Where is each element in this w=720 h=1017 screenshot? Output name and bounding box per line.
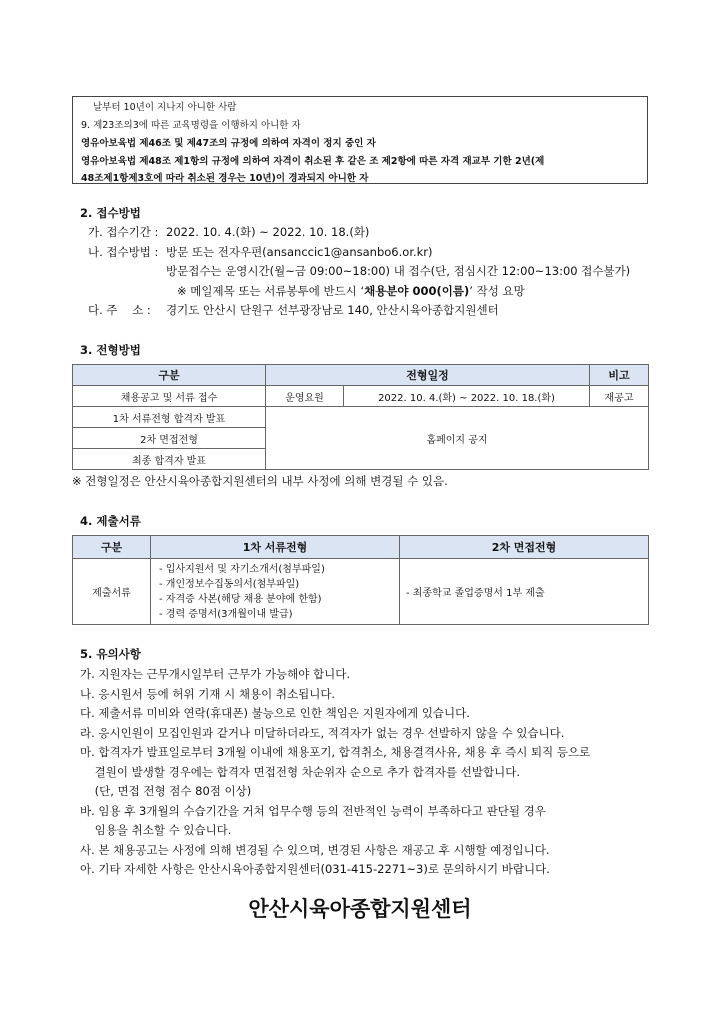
row-label-cell: 제출서류	[73, 559, 151, 625]
eligibility-line: 영유아보육법 제48조 제1항의 규정에 의하여 자격이 취소된 후 같은 조 제2항에 따른 자격 재교부 기한 2년(제	[81, 156, 545, 167]
eligibility-line: 9. 제23조의3에 따른 교육명령을 이행하지 아니한 자	[81, 120, 301, 131]
eligibility-line: 영유아보육법 제46조 및 제47조의 규정에 의하여 자격이 정지 중인 자	[81, 138, 376, 149]
organization-name: 안산시육아종합지원센터	[248, 897, 472, 921]
second-stage-docs: - 최종학교 졸업증명서 1부 제출	[400, 559, 649, 625]
note-line: 결원이 발생할 경우에는 합격자 면접전형 차순위자 순으로 추가 합격자를 선발합니다.	[80, 765, 520, 779]
note-line: (단, 면접 전형 점수 80점 이상)	[80, 784, 252, 798]
doc-item: - 개인정보수집동의서(첨부파일)	[159, 578, 300, 590]
mail-note-suffix: ’ 작성 요망	[469, 284, 525, 298]
address-label: 다. 주 소 :	[88, 303, 151, 317]
header-schedule: 전형일정	[266, 365, 590, 386]
note-line: 나. 응시원서 등에 허위 기재 시 채용이 취소됩니다.	[80, 687, 336, 701]
stage-cell: 최종 합격자 발표	[73, 449, 266, 470]
header-first-stage: 1차 서류전형	[151, 536, 400, 559]
schedule-cell: 2022. 10. 4.(화) ~ 2022. 10. 18.(화)	[344, 386, 590, 407]
eligibility-line: 날부터 10년이 지나지 아니한 사람	[93, 102, 237, 113]
selection-table	[72, 364, 649, 470]
note-line: 마. 합격자가 발표일로부터 3개월 이내에 채용포기, 합격취소, 채용결격사유, 채용 후 즉시 퇴직 등으로	[80, 745, 591, 759]
eligibility-line: 48조제1항제3호에 따라 취소된 경우는 10년)이 경과되지 아니한 자	[81, 173, 369, 184]
schedule-footnote: ※ 전형일정은 안산시육아종합지원센터의 내부 사정에 의해 변경될 수 있음.	[72, 474, 448, 488]
section-title-selection: 3. 전형방법	[80, 343, 141, 357]
documents-table	[72, 535, 649, 625]
stage-cell: 2차 면접전형	[73, 428, 266, 449]
note-line: 사. 본 채용공고는 사정에 의해 변경될 수 있으며, 변경된 사항은 재공고 후 시행할 예정입니다.	[80, 843, 550, 857]
stage-cell: 채용공고 및 서류 접수	[73, 386, 266, 407]
header-second-stage: 2차 면접전형	[400, 536, 649, 559]
sub-category-cell: 운영요원	[266, 386, 344, 407]
note-line: 바. 임용 후 3개월의 수습기간을 거쳐 업무수행 등의 전반적인 능력이 부족하다고 판단될 경우	[80, 804, 546, 818]
method-value: 방문 또는 전자우편(ansanccic1@ansanbo6.or.kr)	[166, 245, 433, 259]
method-label: 나. 접수방법 :	[88, 245, 159, 259]
note-line: 다. 제출서류 미비와 연락(휴대폰) 불능으로 인한 책임은 지원자에게 있습니다.	[80, 706, 470, 720]
period-value: 2022. 10. 4.(화) ~ 2022. 10. 18.(화)	[166, 225, 370, 239]
mail-note-prefix: ※ 메일제목 또는 서류봉투에 반드시 ‘	[177, 284, 365, 298]
section-title-documents: 4. 제출서류	[80, 514, 141, 528]
first-stage-docs	[151, 559, 400, 625]
note-cell: 재공고	[590, 386, 649, 407]
section-title-application: 2. 접수방법	[80, 206, 141, 220]
period-label: 가. 접수기간 :	[88, 225, 159, 239]
stage-cell: 1차 서류전형 합격자 발표	[73, 407, 266, 428]
header-category: 구분	[73, 365, 266, 386]
note-line: 아. 기타 자세한 사항은 안산시육아종합지원센터(031-415-2271~3)로 문의하시기 바랍니다.	[80, 862, 550, 876]
header-note: 비고	[590, 365, 649, 386]
method-note-mail	[177, 283, 525, 299]
merged-schedule-cell: 홈페이지 공지	[266, 407, 649, 470]
note-line: 라. 응시인원이 모집인원과 같거나 미달하더라도, 적격자가 없는 경우 선발하지 않을 수 있습니다.	[80, 726, 565, 740]
note-line: 가. 지원자는 근무개시일부터 근무가 가능해야 합니다.	[80, 667, 350, 681]
doc-item: - 입사지원서 및 자기소개서(첨부파일)	[159, 563, 325, 575]
eligibility-box	[72, 96, 648, 184]
header-category: 구분	[73, 536, 151, 559]
mail-note-bold: 채용분야 000(이름)	[364, 284, 470, 298]
doc-item: - 경력 증명서(3개월이내 발급)	[159, 608, 293, 620]
section-title-notes: 5. 유의사항	[80, 647, 141, 661]
note-line: 임용을 취소할 수 있습니다.	[80, 823, 232, 837]
doc-item: - 자격증 사본(해당 채용 분야에 한함)	[159, 593, 322, 605]
address-value: 경기도 안산시 단원구 선부광장남로 140, 안산시육아종합지원센터	[166, 303, 499, 317]
method-note: 방문접수는 운영시간(월~금 09:00~18:00) 내 접수(단, 점심시간 12:00~13:00 접수불가)	[166, 264, 631, 278]
